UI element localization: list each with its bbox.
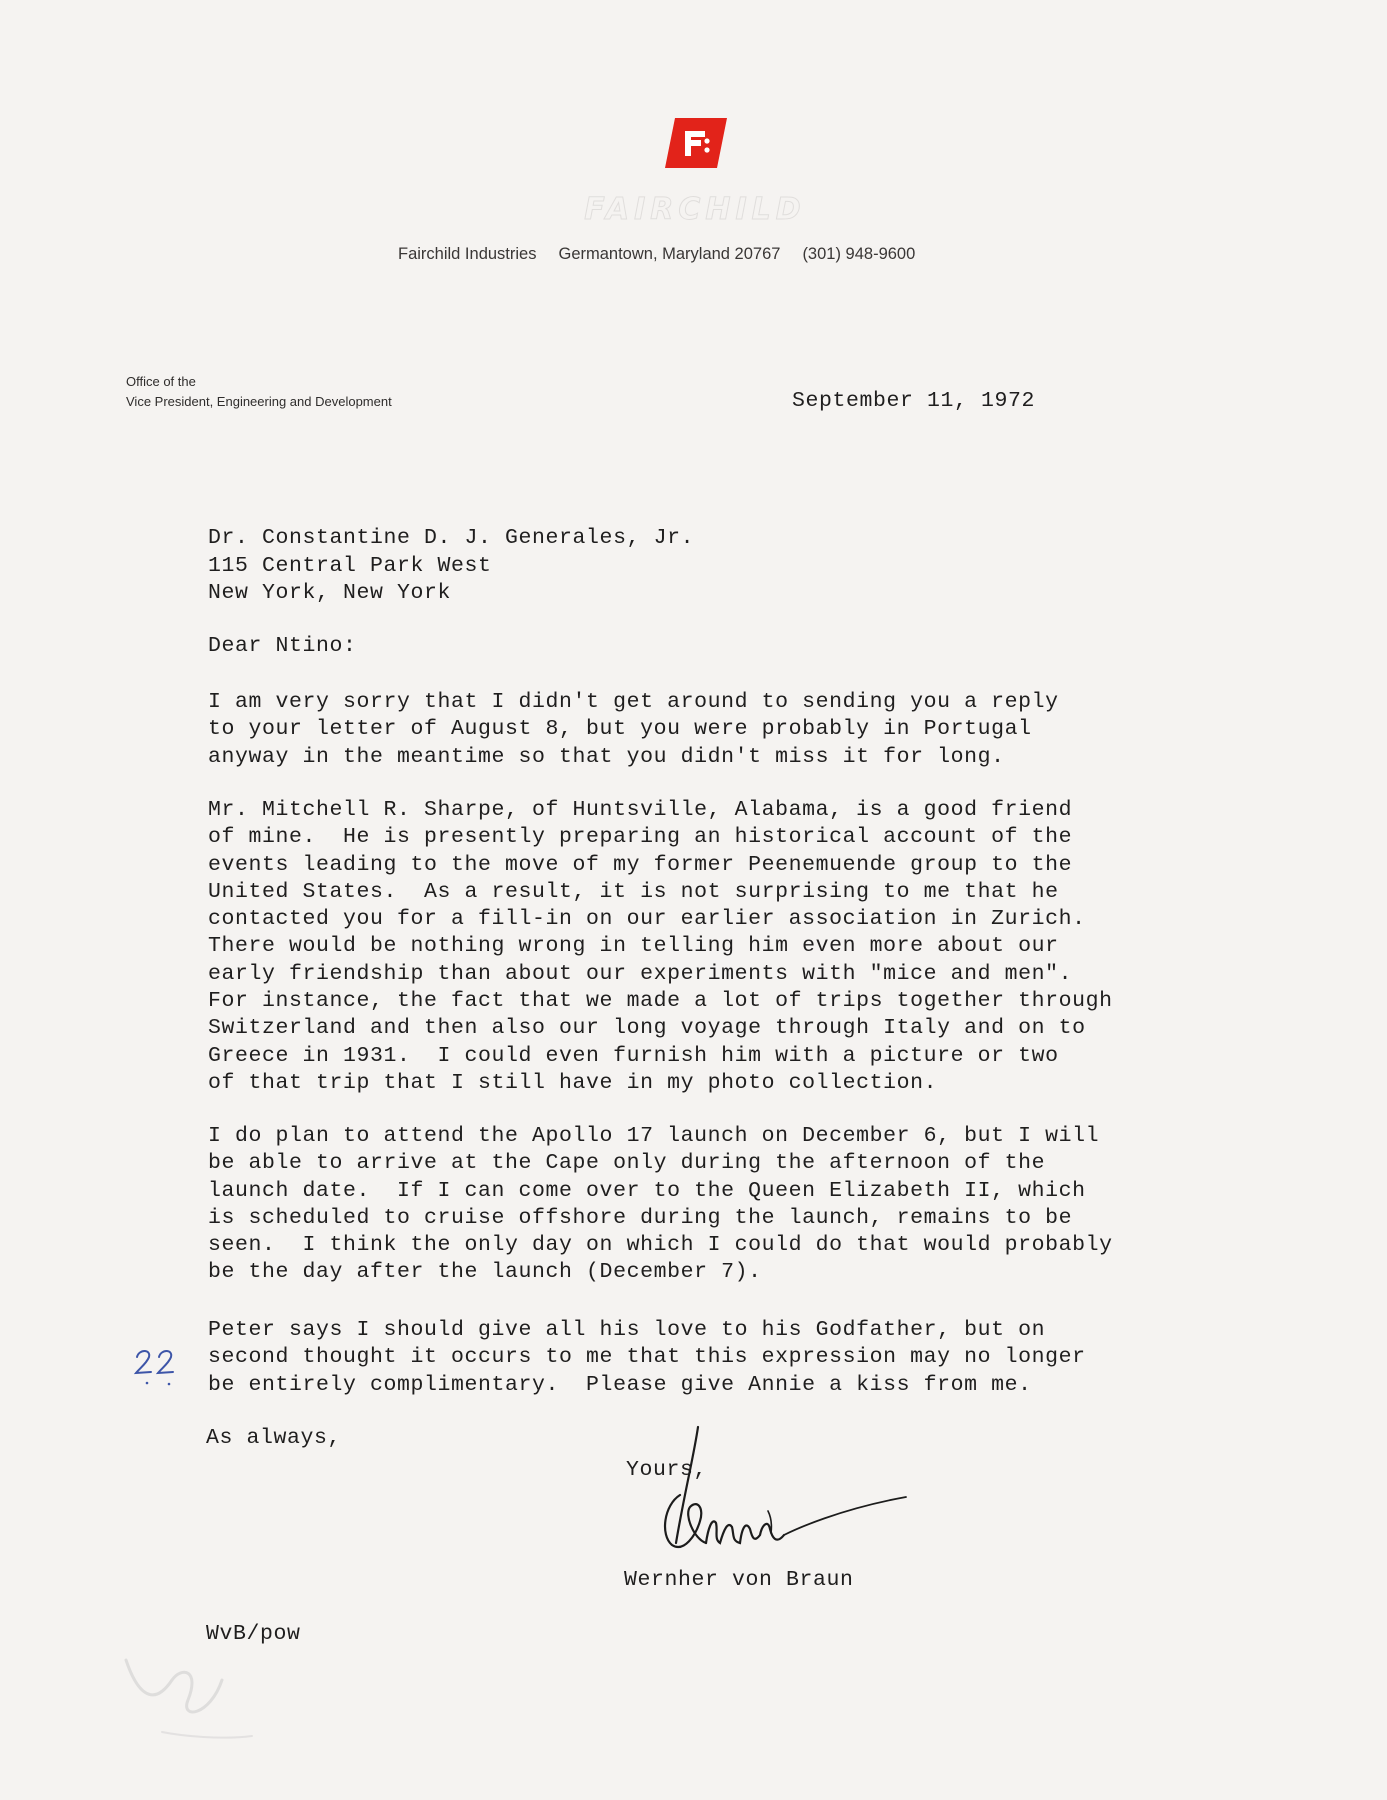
body-paragraph-2: Mr. Mitchell R. Sharpe, of Huntsville, Alabama, is a good friend of mine. He is presently preparing an historical account of the events leading to the move of my former Peenemuende group to the United States. As a result, it is not surprising to me that he contacted you for a fill-in on our earlier association in Zurich. There would be nothing wrong in telling him even more about our early friendship than about our experiments with "mice and men". For instance, the fact that we made a lot of trips together through Switzerland and then also our long voyage through Italy and on to Greece in 1931. I could even furnish him with a picture or two of that trip that I still have in my photo collection. bbox=[208, 798, 1113, 1095]
letter-date: September 11, 1972 bbox=[792, 389, 1036, 413]
signer-name: Wernher von Braun bbox=[624, 1568, 854, 1592]
fairchild-logo-icon bbox=[665, 118, 727, 168]
recipient-city: New York, New York bbox=[208, 581, 452, 605]
body-paragraph-3: I do plan to attend the Apollo 17 launch on December 6, but I will be able to arrive at the Cape only during the afternoon of the launch date. If I can come over to the Queen Elizabeth II, which is scheduled to cruise offshore during the launch, remains to be seen. I think the only day on which I could do that would probably be the day after the launch (December 7). bbox=[208, 1124, 1113, 1285]
company-address: Germantown, Maryland 20767 bbox=[558, 245, 781, 263]
letterhead-ghost-emboss: FAIRCHILD bbox=[584, 192, 806, 227]
office-block bbox=[126, 372, 392, 412]
handwritten-note-22 bbox=[133, 1343, 193, 1389]
office-line-1: Office of the bbox=[126, 374, 196, 389]
body-paragraph-4: Peter says I should give all his love to his Godfather, but on second thought it occurs to me that this expression may no longer be entirely complimentary. Please give Annie a kiss from me. bbox=[208, 1318, 1086, 1397]
recipient-street: 115 Central Park West bbox=[208, 553, 492, 578]
wernher-signature bbox=[650, 1425, 910, 1575]
letterhead-company-line bbox=[398, 245, 937, 264]
logo-dot-upper bbox=[704, 138, 709, 143]
office-line-2: Vice President, Engineering and Development bbox=[126, 394, 392, 409]
recipient-address bbox=[208, 525, 694, 608]
closing-phrase: As always, bbox=[206, 1426, 342, 1450]
reference-initials: WvB/pow bbox=[206, 1622, 301, 1646]
logo-dot-lower bbox=[704, 147, 709, 152]
complimentary-close: Yours, bbox=[626, 1458, 708, 1482]
company-phone: (301) 948-9600 bbox=[802, 245, 916, 263]
recipient-name: Dr. Constantine D. J. Generales, Jr. bbox=[208, 526, 695, 550]
body-paragraph-1: I am very sorry that I didn't get around to sending you a reply to your letter of August 8, but you were probably in Portugal anyway in the meantime so that you didn't miss it for long. bbox=[208, 690, 1059, 769]
salutation: Dear Ntino: bbox=[208, 634, 357, 658]
ghost-signature-mark bbox=[112, 1640, 262, 1750]
company-name: Fairchild Industries bbox=[398, 245, 537, 263]
